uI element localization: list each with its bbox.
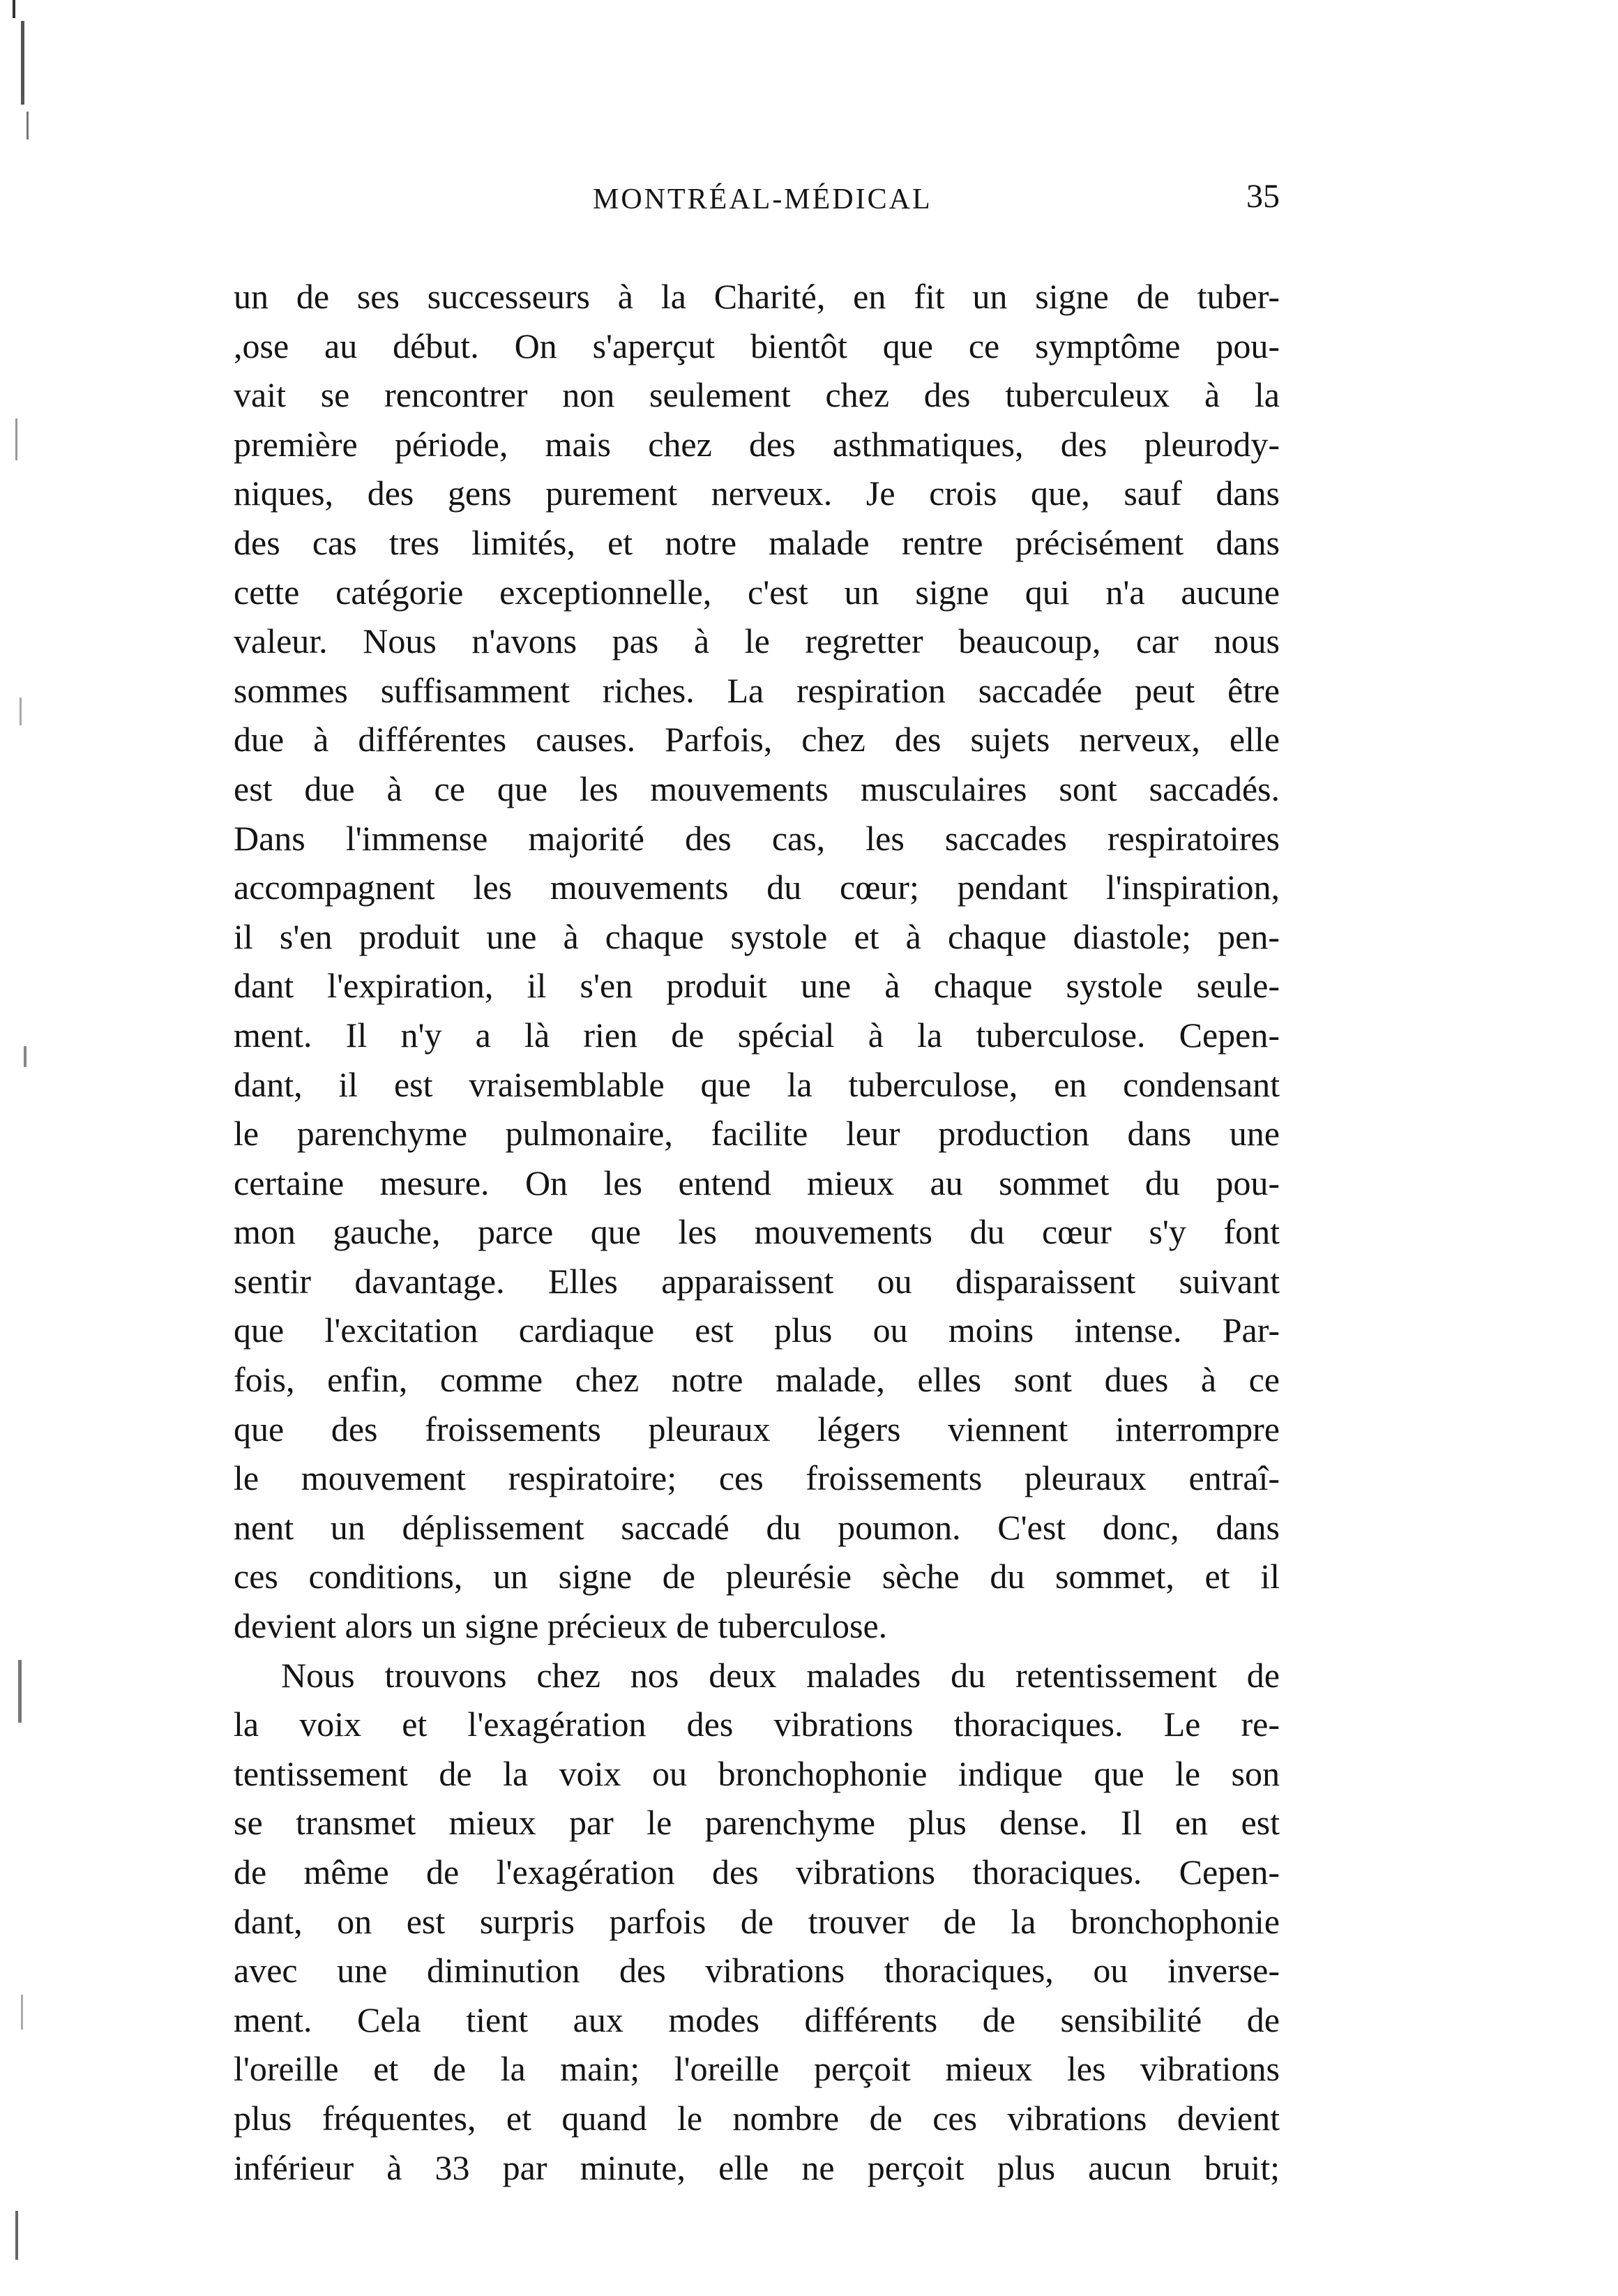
running-head bbox=[234, 178, 1280, 225]
text-line: que l'excitation cardiaque est plus ou moins intense. Par- bbox=[234, 1311, 1280, 1350]
body-text bbox=[234, 272, 1280, 2192]
text-line: un de ses successeurs à la Charité, en fit un signe de tuber- bbox=[234, 277, 1280, 316]
text-line: Dans l'immense majorité des cas, les saccades respiratoires bbox=[234, 818, 1280, 858]
page-number: 35 bbox=[1246, 178, 1280, 215]
text-line: cette catégorie exceptionnelle, c'est un signe qui n'a aucune bbox=[234, 572, 1280, 612]
text-line: se transmet mieux par le parenchyme plus dense. Il en est bbox=[234, 1803, 1280, 1843]
text-line: le parenchyme pulmonaire, facilite leur production dans une bbox=[234, 1114, 1280, 1154]
text-line: sommes suffisamment riches. La respiration saccadée peut être bbox=[234, 670, 1280, 710]
text-line: sentir davantage. Elles apparaissent ou disparaissent suivant bbox=[234, 1261, 1280, 1301]
text-line: dant, il est vraisemblable que la tuberculose, en condensant bbox=[234, 1064, 1280, 1104]
text-line: accompagnent les mouvements du cœur; pendant l'inspiration, bbox=[234, 868, 1280, 907]
text-line: la voix et l'exagération des vibrations thoraciques. Le re- bbox=[234, 1705, 1280, 1744]
text-line: plus fréquentes, et quand le nombre de ces vibrations devient bbox=[234, 2098, 1280, 2138]
running-title: MONTRÉAL-MÉDICAL bbox=[593, 183, 932, 216]
scan-edge-speckle bbox=[0, 0, 42, 2296]
text-line: due à différentes causes. Parfois, chez des sujets nerveux, elle bbox=[234, 720, 1280, 760]
text-line: ,ose au début. On s'aperçut bientôt que ce symptôme pou- bbox=[234, 326, 1280, 365]
text-line: inférieur à 33 par minute, elle ne perçoit plus aucun bruit; bbox=[234, 2147, 1280, 2187]
text-line: ces conditions, un signe de pleurésie sèche du sommet, et il bbox=[234, 1557, 1280, 1596]
text-line: niques, des gens purement nerveux. Je crois que, sauf dans bbox=[234, 474, 1280, 513]
text-line: ment. Il n'y a là rien de spécial à la tuberculose. Cepen- bbox=[234, 1015, 1280, 1055]
text-line: tentissement de la voix ou bronchophonie indique que le son bbox=[234, 1753, 1280, 1793]
text-line: mon gauche, parce que les mouvements du cœur s'y font bbox=[234, 1212, 1280, 1252]
text-line: certaine mesure. On les entend mieux au sommet du pou- bbox=[234, 1163, 1280, 1202]
paragraph-end-line: devient alors un signe précieux de tuberculose. bbox=[234, 1606, 888, 1646]
text-line: ment. Cela tient aux modes différents de sensibilité de bbox=[234, 2000, 1280, 2039]
text-line: vait se rencontrer non seulement chez des tuberculeux à la bbox=[234, 375, 1280, 415]
text-line: fois, enfin, comme chez notre malade, elles sont dues à ce bbox=[234, 1360, 1280, 1400]
text-line: que des froissements pleuraux légers viennent interrompre bbox=[234, 1409, 1280, 1449]
text-line: l'oreille et de la main; l'oreille perçoit mieux les vibrations bbox=[234, 2049, 1280, 2089]
text-line: dant, on est surpris parfois de trouver de la bronchophonie bbox=[234, 1901, 1280, 1941]
text-line: des cas tres limités, et notre malade rentre précisément dans bbox=[234, 522, 1280, 562]
text-line: il s'en produit une à chaque systole et à chaque diastole; pen- bbox=[234, 916, 1280, 956]
text-line: première période, mais chez des asthmatiques, des pleurody- bbox=[234, 424, 1280, 464]
paragraph-start-line: Nous trouvons chez nos deux malades du retentissement de bbox=[281, 1655, 1280, 1695]
text-line: est due à ce que les mouvements musculaires sont saccadés. bbox=[234, 769, 1280, 808]
text-line: valeur. Nous n'avons pas à le regretter beaucoup, car nous bbox=[234, 621, 1280, 661]
text-line: nent un déplissement saccadé du poumon. C'est donc, dans bbox=[234, 1507, 1280, 1547]
text-line: dant l'expiration, il s'en produit une à chaque systole seule- bbox=[234, 966, 1280, 1006]
text-line: le mouvement respiratoire; ces froissements pleuraux entraî- bbox=[234, 1458, 1280, 1498]
text-line: avec une diminution des vibrations thoraciques, ou inverse- bbox=[234, 1951, 1280, 1991]
text-line: de même de l'exagération des vibrations thoraciques. Cepen- bbox=[234, 1852, 1280, 1891]
